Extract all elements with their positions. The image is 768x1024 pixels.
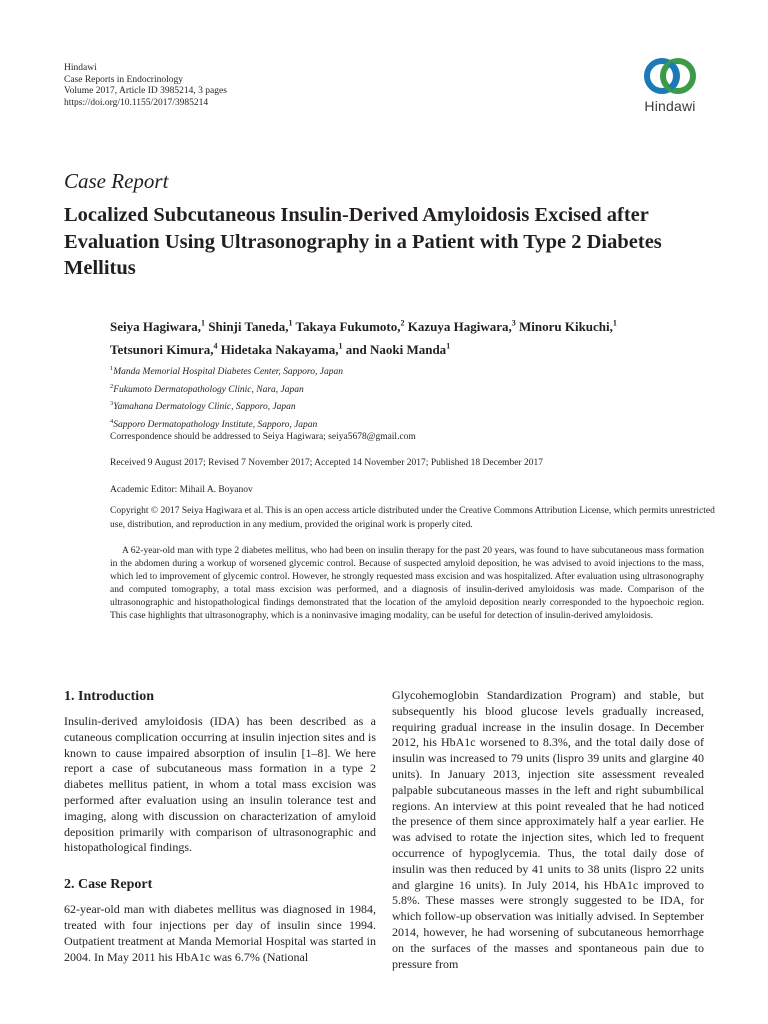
- hindawi-logo: [630, 56, 710, 114]
- author: Kazuya Hagiwara,$^3$: [407, 319, 516, 335]
- academic-editor: Academic Editor: Mihail A. Boyanov: [110, 485, 253, 495]
- author: Hidetaka Nakayama,$^1$: [220, 341, 343, 357]
- hindawi-logo-icon: [641, 56, 699, 96]
- article-type: Case Report: [64, 169, 169, 193]
- case-report-paragraph: 62-year-old man with diabetes mellitus was diagnosed in 1984, treated with four injections per day of insulin since 1994. Outpatient treatment at Manda Memorial Hospital was started in 2004. In May 2011 his HbA1c was 6.7% (National: [64, 902, 376, 964]
- affiliation: $^2$Fukumoto Dermatopathology Clinic, Nara, Japan: [110, 382, 304, 395]
- author: Seiya Hagiwara,$^1$: [110, 319, 205, 335]
- left-column: [64, 688, 376, 965]
- introduction-paragraph: Insulin-derived amyloidosis (IDA) has been described as a cutaneous complication occurring at insulin injection sites and is known to cause impaired absorption of insulin [1–8]. We here report a case of subcutaneous mass formation in a type 2 diabetes mellitus patient, in whom a total mass excision was performed after evaluation using an insulin tolerance test and imaging, along with discussion on characterization of amyloid deposition primarily with comparison of ultrasonographic and histopathological findings.: [64, 714, 376, 855]
- publisher-name: Hindawi: [64, 63, 97, 73]
- correspondence-line: Correspondence should be addressed to Seiya Hagiwara; seiya5678@gmail.com: [110, 432, 416, 442]
- affiliation-list: [110, 362, 343, 433]
- author: Tetsunori Kimura,$^4$: [110, 341, 218, 357]
- right-column: [392, 688, 704, 972]
- copyright-notice: Copyright © 2017 Seiya Hagiwara et al. This is an open access article distributed under the Creative Commons Attribution License, which permits unrestricted use, distribution, and reproduction in any medium, provided the original work is properly cited.: [110, 506, 715, 530]
- author: Shinji Taneda,$^1$: [208, 319, 293, 335]
- author: and Naoki Manda$^1$: [345, 341, 451, 357]
- doi-link[interactable]: https://doi.org/10.1155/2017/3985214: [64, 97, 209, 108]
- volume-info: Volume 2017, Article ID 3985214, 3 pages: [64, 86, 227, 97]
- abstract: A 62-year-old man with type 2 diabetes mellitus, who had been on insulin therapy for the past 20 years, was found to have subcutaneous mass formation in the abdomen during a workup of worsened glycemic control. Because of suspected amyloid deposition, he was advised to avoid injections to the mass, which led to improvement of glycemic control. However, he strongly requested mass excision and was hospitalized. After evaluation using ultrasonography and computed tomography, a total mass excision was performed, and a diagnosis of insulin-derived amyloidosis was made. Comparison of the ultrasonographic and histopathological findings demonstrated that the location of the amyloid deposition nearly corresponded to the hypoechoic region. This case highlights that ultrasonography, which is a noninvasive imaging modality, can be useful for detection of insulin-derived amyloidosis.: [110, 546, 704, 622]
- journal-meta: [64, 63, 227, 109]
- logo-text: Hindawi: [644, 98, 696, 114]
- author-list: [110, 314, 720, 359]
- publication-dates: Received 9 August 2017; Revised 7 November 2017; Accepted 14 November 2017; Published 18 December 2017: [110, 458, 543, 468]
- author: Minoru Kikuchi,$^1$: [518, 319, 617, 335]
- affiliation: $^1$Manda Memorial Hospital Diabetes Center, Sapporo, Japan: [110, 365, 343, 378]
- affiliation: $^3$Yamahana Dermatology Clinic, Sapporo, Japan: [110, 400, 296, 413]
- journal-name: Case Reports in Endocrinology: [64, 74, 183, 85]
- article-title: Localized Subcutaneous Insulin-Derived Amyloidosis Excised after Evaluation Using Ultrasonography in a Patient with Type 2 Diabetes Mellitus: [64, 204, 662, 279]
- introduction-heading: 1. Introduction: [64, 689, 154, 704]
- case-report-heading: 2. Case Report: [64, 877, 153, 893]
- author: Takaya Fukumoto,$^2$: [295, 319, 405, 335]
- case-report-paragraph-continued: Glycohemoglobin Standardization Program) and stable, but subsequently his blood glucose levels gradually increased, requiring gradual increase in the insulin dosage. In December 2012, his HbA1c worsened to 8.3%, and the total daily dose of insulin was increased to 79 units (lispro 39 units and glargine 40 units). In January 2013, injection site assessment revealed palpable subcutaneous masses in the left and right subumbilical regions. An interview at this point revealed that he had noticed the presence of them since approximately half a year earlier. He was advised to rotate the injection sites, which led to frequent occurrence of hypoglycemia. Thus, the total daily dose of insulin was then reduced by 41 units to 38 units (lispro 22 units and glargine 16 units). In July 2014, his HbA1c improved to 5.8%. These masses were strongly suggested to be IDA, for which follow-up observation was initially advised. In September 2014, however, he had worsening of subcutaneous hemorrhage on the surfaces of the masses and spontaneous pain due to pressure from: [392, 688, 704, 971]
- affiliation: $^4$Sapporo Dermatopathology Institute, Sapporo, Japan: [110, 417, 318, 431]
